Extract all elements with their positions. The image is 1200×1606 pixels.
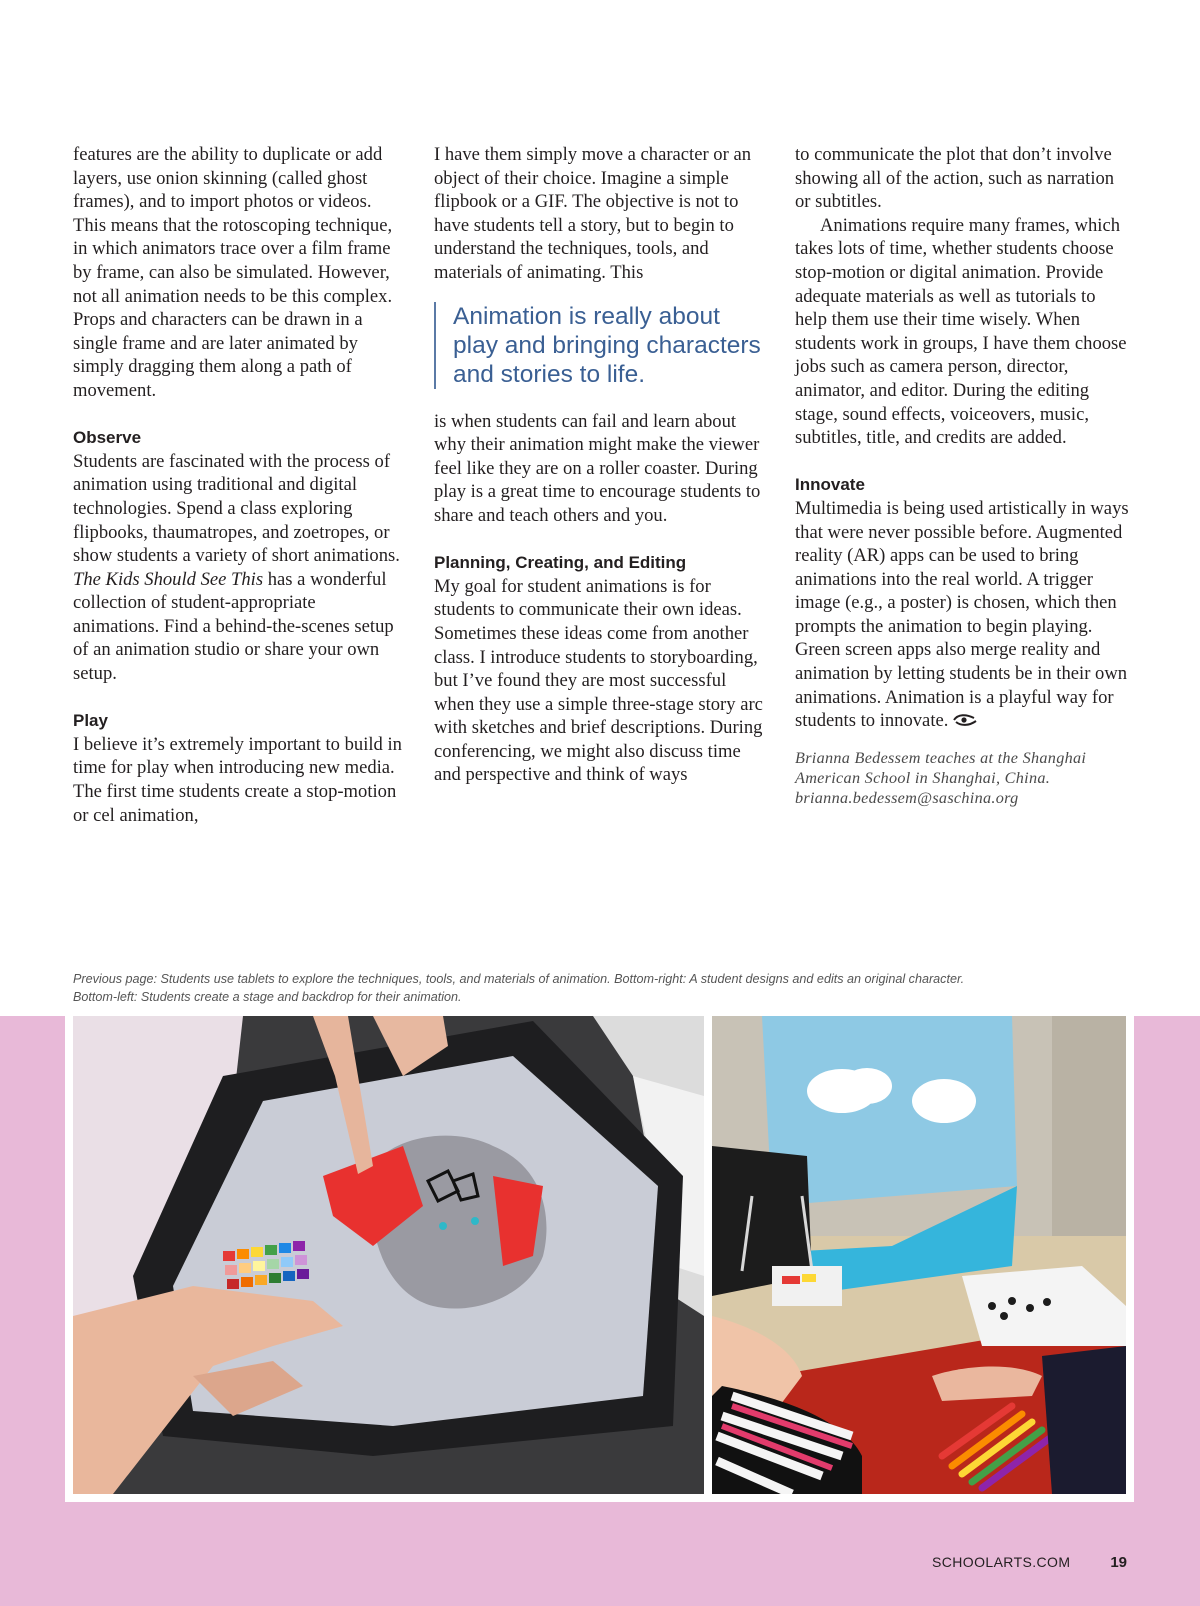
section-heading-observe: Observe (73, 428, 142, 448)
body-paragraph: is when students can fail and learn about why their animation might make the viewer feel like they are on a roller coaster. During play is a great time to encourage students to share and teach others and you. (434, 410, 761, 526)
photo-caption (73, 970, 1143, 1006)
body-paragraph: Animations require many frames, which takes lots of time, whether students choose stop-motion or digital animation. Provide adequate materials as well as tutorials to help them use their time wisely. When students work in groups, I have them choose jobs such as camera person, director, animator, and editor. During the editing stage, sound effects, voiceovers, music, subtitles, title, and credits are added. (795, 214, 1127, 449)
pull-quote: Animation is really about play and bringing characters and stories to life. (434, 302, 768, 389)
body-paragraph: to communicate the plot that don’t involve showing all of the action, such as narration or subtitles. (795, 144, 1115, 213)
section-heading-planning: Planning, Creating, and Editing (434, 553, 687, 573)
body-paragraph (73, 450, 405, 686)
column-1 (73, 143, 405, 827)
bio-text: Brianna Bedessem teaches at the Shanghai American School in Shanghai, China. (795, 748, 1087, 787)
footer-site: SCHOOLARTS.COM (932, 1554, 1071, 1570)
resource-title: The Kids Should See This (73, 568, 264, 590)
section-heading-play: Play (73, 711, 108, 731)
column-3 (795, 143, 1131, 808)
body-paragraph: features are the ability to duplicate or add layers, use onion skinning (called ghost frames), and to import photos or videos. This means that the rotoscoping technique, in which animators trace over a film frame by frame, can also be simulated. However, not all animation needs to be this complex. Props and characters can be drawn in a single frame and are later animated by simply dragging them along a path of movement. (73, 144, 393, 401)
innovate-text: Multimedia is being used artistically in ways that were never possible before. Augmented reality (AR) apps can be used to bring animations into the real world. A trigger image (e.g., a poster) is chosen, which then prompts the animation to begin playing. Green screen apps also merge reality and animation by letting students be in their own animations. Animation is a playful way for students to innovate. (795, 497, 1129, 732)
author-bio (795, 748, 1131, 808)
body-paragraph: I believe it’s extremely important to build in time for play when introducing new media. The first time students create a stop-motion or cel animation, (73, 733, 402, 826)
caption-line-2: Bottom-left: Students create a stage and backdrop for their animation. (73, 990, 462, 1004)
page-number: 19 (1110, 1554, 1127, 1571)
body-paragraph (795, 497, 1131, 734)
body-paragraph: My goal for student animations is for students to communicate their own ideas. Sometimes these ideas come from another class. I introduce students to storyboarding, but I’ve found they are most successful when they use a simple three-stage story arc with sketches and brief descriptions. During conferencing, we might also discuss time and perspective and think of ways (434, 575, 763, 786)
observe-text-a: Students are fascinated with the process of animation using traditional and digital technologies. Spend a class exploring flipbooks, thaumatropes, and zoetropes, or show students a variety of short animations. (73, 450, 400, 567)
section-heading-innovate: Innovate (795, 475, 865, 495)
observe-text-b: has a wonderful collection of student-appropriate animations. Find a behind-the-scenes setup of an animation studio or share your own setup. (73, 568, 394, 685)
author-email[interactable]: brianna.bedessem@saschina.org (795, 788, 1019, 807)
body-paragraph: I have them simply move a character or an object of their choice. Imagine a simple flipbook or a GIF. The objective is not to have students tell a story, but to begin to understand the techniques, tools, and materials of animating. This (434, 144, 751, 283)
photo-tablet-drawing (73, 1016, 704, 1494)
end-mark-icon (952, 710, 978, 734)
page-footer (932, 1554, 1127, 1571)
photo-stop-motion-stage (712, 1016, 1126, 1494)
caption-line-1: Previous page: Students use tablets to explore the techniques, tools, and materials of animation. Bottom-right: A student designs and edits an original character. (73, 972, 965, 986)
column-2 (434, 143, 768, 787)
